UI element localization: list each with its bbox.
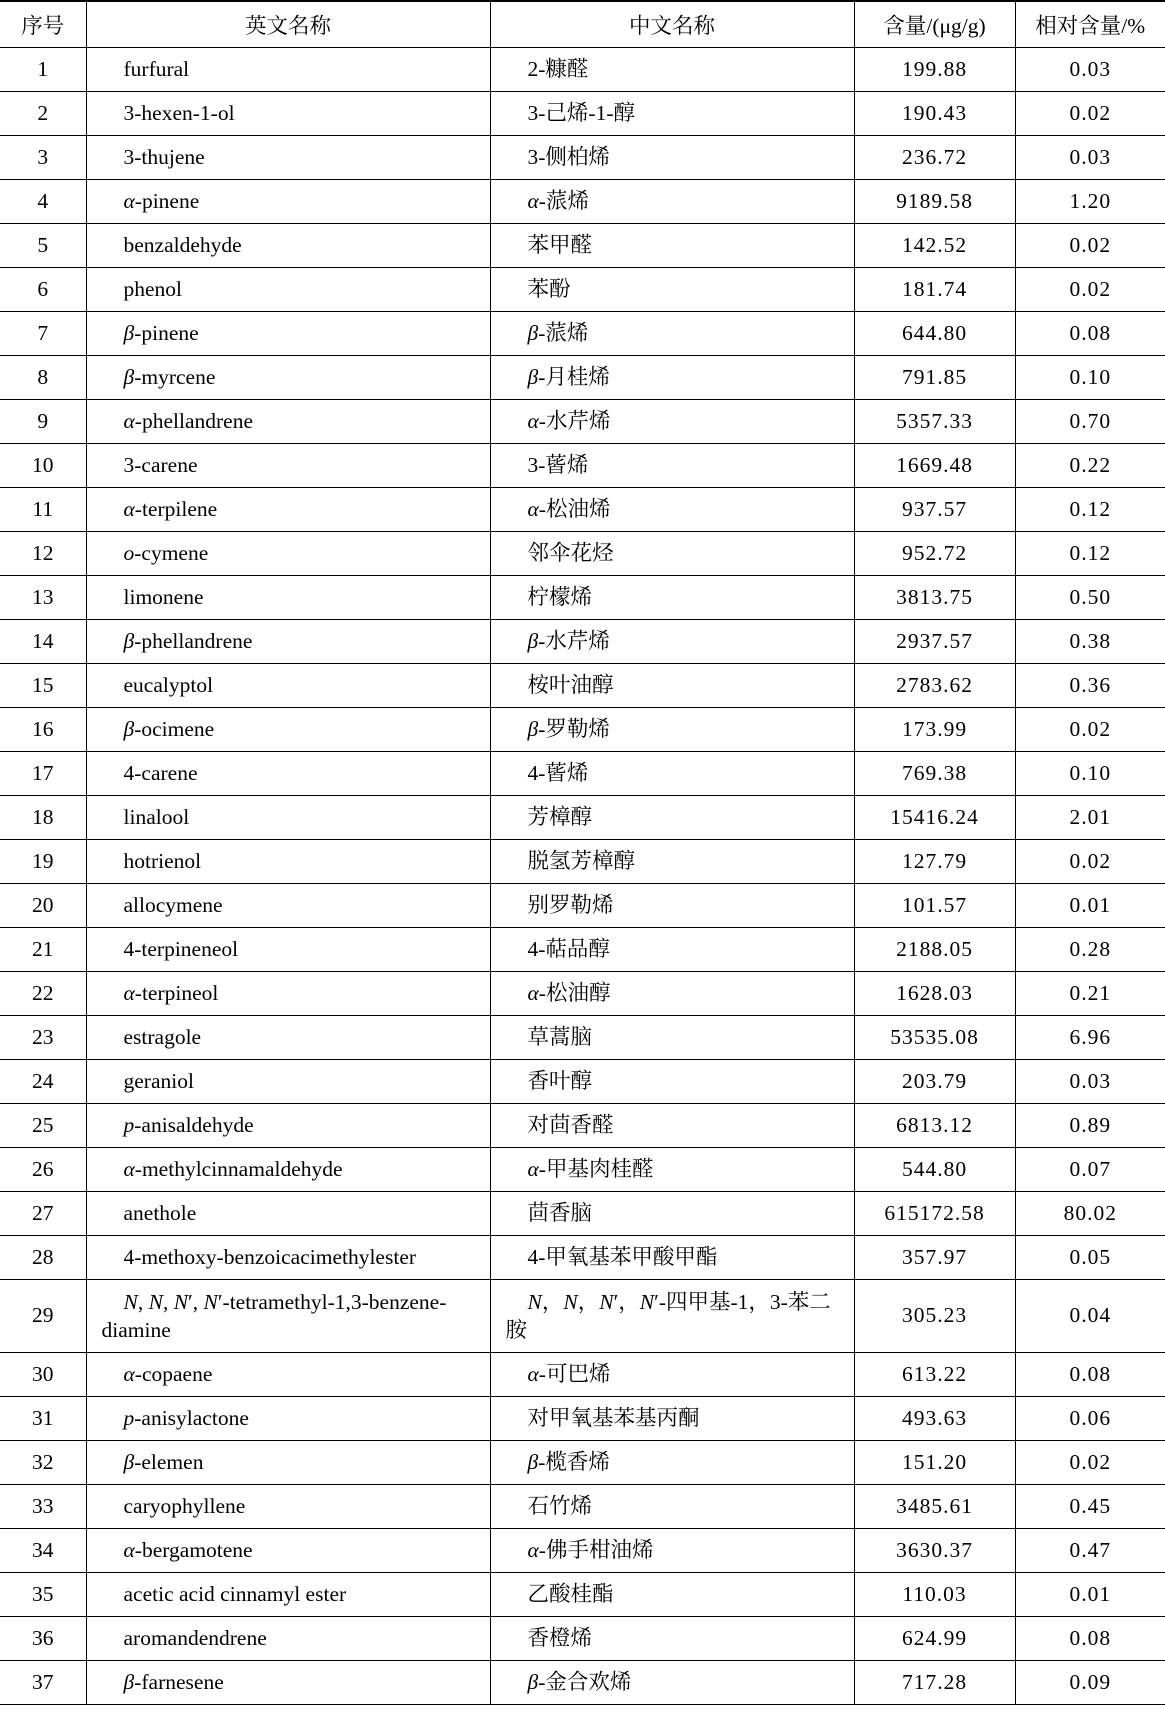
- chinese-name-cell: 香叶醇: [490, 1059, 854, 1103]
- relative-content-cell: 80.02: [1015, 1191, 1165, 1235]
- chinese-name-cell: 芳樟醇: [490, 795, 854, 839]
- content-cell: 3630.37: [854, 1528, 1015, 1572]
- english-name-cell: 3-hexen-1-ol: [86, 91, 490, 135]
- chinese-name-cell: 对茴香醛: [490, 1103, 854, 1147]
- content-cell: 53535.08: [854, 1015, 1015, 1059]
- content-cell: 5357.33: [854, 399, 1015, 443]
- relative-content-cell: 0.12: [1015, 487, 1165, 531]
- english-name-cell: α-copaene: [86, 1352, 490, 1396]
- relative-content-cell: 0.38: [1015, 619, 1165, 663]
- relative-content-cell: 0.02: [1015, 91, 1165, 135]
- table-row: [0, 531, 1165, 575]
- row-number-cell: 33: [0, 1484, 86, 1528]
- english-name-cell: hotrienol: [86, 839, 490, 883]
- chinese-name-cell: α-松油烯: [490, 487, 854, 531]
- relative-content-cell: 0.06: [1015, 1396, 1165, 1440]
- chinese-name-cell: 4-蒈烯: [490, 751, 854, 795]
- chinese-name-cell: β-金合欢烯: [490, 1660, 854, 1704]
- english-name-cell: geraniol: [86, 1059, 490, 1103]
- table-row: [0, 927, 1165, 971]
- row-number-cell: 10: [0, 443, 86, 487]
- content-cell: 127.79: [854, 839, 1015, 883]
- chinese-name-cell: α-可巴烯: [490, 1352, 854, 1396]
- table-row: [0, 443, 1165, 487]
- english-name-cell: 4-carene: [86, 751, 490, 795]
- content-cell: 181.74: [854, 267, 1015, 311]
- relative-content-cell: 0.47: [1015, 1528, 1165, 1572]
- chinese-name-cell: 2-糠醛: [490, 47, 854, 91]
- row-number-cell: 28: [0, 1235, 86, 1279]
- chinese-name-cell: α-松油醇: [490, 971, 854, 1015]
- row-number-cell: 19: [0, 839, 86, 883]
- content-cell: 151.20: [854, 1440, 1015, 1484]
- content-cell: 2188.05: [854, 927, 1015, 971]
- english-name-cell: β-elemen: [86, 1440, 490, 1484]
- table-row: [0, 47, 1165, 91]
- chinese-name-cell: β-月桂烯: [490, 355, 854, 399]
- content-cell: 615172.58: [854, 1191, 1015, 1235]
- row-number-cell: 13: [0, 575, 86, 619]
- chinese-name-cell: 脱氢芳樟醇: [490, 839, 854, 883]
- english-name-cell: p-anisylactone: [86, 1396, 490, 1440]
- content-cell: 110.03: [854, 1572, 1015, 1616]
- table-row: [0, 1616, 1165, 1660]
- table-row: [0, 1528, 1165, 1572]
- english-name-cell: β-myrcene: [86, 355, 490, 399]
- table-row: [0, 1440, 1165, 1484]
- relative-content-cell: 0.01: [1015, 1572, 1165, 1616]
- content-cell: 199.88: [854, 47, 1015, 91]
- table-row: [0, 839, 1165, 883]
- relative-content-cell: 0.22: [1015, 443, 1165, 487]
- relative-content-cell: 0.08: [1015, 311, 1165, 355]
- relative-content-cell: 0.08: [1015, 1616, 1165, 1660]
- row-number-cell: 27: [0, 1191, 86, 1235]
- content-cell: 644.80: [854, 311, 1015, 355]
- chinese-name-cell: 别罗勒烯: [490, 883, 854, 927]
- row-number-cell: 14: [0, 619, 86, 663]
- row-number-cell: 36: [0, 1616, 86, 1660]
- content-cell: 613.22: [854, 1352, 1015, 1396]
- row-number-cell: 7: [0, 311, 86, 355]
- content-cell: 493.63: [854, 1396, 1015, 1440]
- english-name-cell: anethole: [86, 1191, 490, 1235]
- row-number-cell: 3: [0, 135, 86, 179]
- table-row: [0, 619, 1165, 663]
- english-name-cell: α-pinene: [86, 179, 490, 223]
- table-row: [0, 1484, 1165, 1528]
- table-body: [0, 47, 1165, 1704]
- row-number-cell: 25: [0, 1103, 86, 1147]
- english-name-cell: 3-carene: [86, 443, 490, 487]
- content-cell: 305.23: [854, 1279, 1015, 1352]
- table-row: [0, 399, 1165, 443]
- content-cell: 9189.58: [854, 179, 1015, 223]
- row-number-cell: 21: [0, 927, 86, 971]
- content-cell: 624.99: [854, 1616, 1015, 1660]
- english-name-cell: benzaldehyde: [86, 223, 490, 267]
- row-number-cell: 34: [0, 1528, 86, 1572]
- relative-content-cell: 0.09: [1015, 1660, 1165, 1704]
- content-cell: 769.38: [854, 751, 1015, 795]
- chinese-name-cell: 4-甲氧基苯甲酸甲酯: [490, 1235, 854, 1279]
- english-name-cell: 4-terpineneol: [86, 927, 490, 971]
- row-number-cell: 24: [0, 1059, 86, 1103]
- content-cell: 717.28: [854, 1660, 1015, 1704]
- content-cell: 2783.62: [854, 663, 1015, 707]
- chinese-name-cell: α-蒎烯: [490, 179, 854, 223]
- header-no: 序号: [0, 1, 86, 47]
- relative-content-cell: 0.03: [1015, 1059, 1165, 1103]
- row-number-cell: 37: [0, 1660, 86, 1704]
- chinese-name-cell: 石竹烯: [490, 1484, 854, 1528]
- row-number-cell: 8: [0, 355, 86, 399]
- row-number-cell: 20: [0, 883, 86, 927]
- english-name-cell: aromandendrene: [86, 1616, 490, 1660]
- row-number-cell: 15: [0, 663, 86, 707]
- table-row: [0, 1660, 1165, 1704]
- content-cell: 3485.61: [854, 1484, 1015, 1528]
- content-cell: 937.57: [854, 487, 1015, 531]
- content-cell: 173.99: [854, 707, 1015, 751]
- row-number-cell: 18: [0, 795, 86, 839]
- content-cell: 236.72: [854, 135, 1015, 179]
- row-number-cell: 17: [0, 751, 86, 795]
- chinese-name-cell: 对甲氧基苯基丙酮: [490, 1396, 854, 1440]
- row-number-cell: 9: [0, 399, 86, 443]
- row-number-cell: 30: [0, 1352, 86, 1396]
- table-row: [0, 91, 1165, 135]
- english-name-cell: caryophyllene: [86, 1484, 490, 1528]
- chinese-name-cell: β-榄香烯: [490, 1440, 854, 1484]
- header-chinese-name: 中文名称: [490, 1, 854, 47]
- relative-content-cell: 0.04: [1015, 1279, 1165, 1352]
- relative-content-cell: 0.02: [1015, 1440, 1165, 1484]
- row-number-cell: 32: [0, 1440, 86, 1484]
- table-row: [0, 1103, 1165, 1147]
- english-name-cell: α-terpilene: [86, 487, 490, 531]
- chinese-name-cell: 桉叶油醇: [490, 663, 854, 707]
- content-cell: 6813.12: [854, 1103, 1015, 1147]
- content-cell: 101.57: [854, 883, 1015, 927]
- relative-content-cell: 0.36: [1015, 663, 1165, 707]
- chinese-name-cell: 3-蒈烯: [490, 443, 854, 487]
- english-name-cell: 3-thujene: [86, 135, 490, 179]
- relative-content-cell: 0.50: [1015, 575, 1165, 619]
- table-row: [0, 1396, 1165, 1440]
- table-header-row: [0, 1, 1165, 47]
- table-row: [0, 575, 1165, 619]
- content-cell: 357.97: [854, 1235, 1015, 1279]
- chinese-name-cell: 苯甲醛: [490, 223, 854, 267]
- relative-content-cell: 0.02: [1015, 707, 1165, 751]
- english-name-cell: α-terpineol: [86, 971, 490, 1015]
- relative-content-cell: 0.70: [1015, 399, 1165, 443]
- row-number-cell: 4: [0, 179, 86, 223]
- table-row: [0, 223, 1165, 267]
- table-row: [0, 1279, 1165, 1352]
- table-row: [0, 179, 1165, 223]
- english-name-cell: β-pinene: [86, 311, 490, 355]
- row-number-cell: 31: [0, 1396, 86, 1440]
- english-name-cell: 4-methoxy-benzoicacimethylester: [86, 1235, 490, 1279]
- relative-content-cell: 0.12: [1015, 531, 1165, 575]
- row-number-cell: 2: [0, 91, 86, 135]
- header-content: 含量/(μg/g): [854, 1, 1015, 47]
- table-row: [0, 1235, 1165, 1279]
- relative-content-cell: 0.02: [1015, 267, 1165, 311]
- content-cell: 544.80: [854, 1147, 1015, 1191]
- row-number-cell: 23: [0, 1015, 86, 1059]
- table-row: [0, 1352, 1165, 1396]
- relative-content-cell: 0.05: [1015, 1235, 1165, 1279]
- relative-content-cell: 0.08: [1015, 1352, 1165, 1396]
- table-row: [0, 1572, 1165, 1616]
- chinese-name-cell: β-水芹烯: [490, 619, 854, 663]
- english-name-cell: phenol: [86, 267, 490, 311]
- english-name-cell: β-phellandrene: [86, 619, 490, 663]
- relative-content-cell: 0.21: [1015, 971, 1165, 1015]
- content-cell: 1628.03: [854, 971, 1015, 1015]
- content-cell: 952.72: [854, 531, 1015, 575]
- content-cell: 2937.57: [854, 619, 1015, 663]
- table-row: [0, 1059, 1165, 1103]
- relative-content-cell: 0.89: [1015, 1103, 1165, 1147]
- content-cell: 203.79: [854, 1059, 1015, 1103]
- chinese-name-cell: 苯酚: [490, 267, 854, 311]
- chinese-name-cell: α-水芹烯: [490, 399, 854, 443]
- english-name-cell: β-farnesene: [86, 1660, 490, 1704]
- relative-content-cell: 0.28: [1015, 927, 1165, 971]
- table-row: [0, 751, 1165, 795]
- row-number-cell: 29: [0, 1279, 86, 1352]
- english-name-cell: p-anisaldehyde: [86, 1103, 490, 1147]
- content-cell: 15416.24: [854, 795, 1015, 839]
- chinese-name-cell: β-蒎烯: [490, 311, 854, 355]
- content-cell: 3813.75: [854, 575, 1015, 619]
- table-row: [0, 663, 1165, 707]
- row-number-cell: 5: [0, 223, 86, 267]
- header-relative-content: 相对含量/%: [1015, 1, 1165, 47]
- row-number-cell: 22: [0, 971, 86, 1015]
- english-name-cell: β-ocimene: [86, 707, 490, 751]
- content-cell: 190.43: [854, 91, 1015, 135]
- table-row: [0, 355, 1165, 399]
- english-name-cell: furfural: [86, 47, 490, 91]
- relative-content-cell: 2.01: [1015, 795, 1165, 839]
- table-row: [0, 971, 1165, 1015]
- table-row: [0, 1015, 1165, 1059]
- relative-content-cell: 0.10: [1015, 355, 1165, 399]
- content-cell: 142.52: [854, 223, 1015, 267]
- row-number-cell: 16: [0, 707, 86, 751]
- row-number-cell: 1: [0, 47, 86, 91]
- english-name-cell: linalool: [86, 795, 490, 839]
- row-number-cell: 12: [0, 531, 86, 575]
- english-name-cell: o-cymene: [86, 531, 490, 575]
- chinese-name-cell: β-罗勒烯: [490, 707, 854, 751]
- english-name-cell: estragole: [86, 1015, 490, 1059]
- chinese-name-cell: 香橙烯: [490, 1616, 854, 1660]
- chinese-name-cell: N，N，N′，N′-四甲基-1，3-苯二胺: [490, 1279, 854, 1352]
- chinese-name-cell: 邻伞花烃: [490, 531, 854, 575]
- table-row: [0, 795, 1165, 839]
- table-row: [0, 311, 1165, 355]
- table-row: [0, 1147, 1165, 1191]
- relative-content-cell: 0.02: [1015, 839, 1165, 883]
- table-row: [0, 135, 1165, 179]
- english-name-cell: eucalyptol: [86, 663, 490, 707]
- row-number-cell: 35: [0, 1572, 86, 1616]
- content-cell: 1669.48: [854, 443, 1015, 487]
- relative-content-cell: 0.03: [1015, 47, 1165, 91]
- chinese-name-cell: α-佛手柑油烯: [490, 1528, 854, 1572]
- relative-content-cell: 6.96: [1015, 1015, 1165, 1059]
- english-name-cell: allocymene: [86, 883, 490, 927]
- row-number-cell: 6: [0, 267, 86, 311]
- chinese-name-cell: 3-己烯-1-醇: [490, 91, 854, 135]
- relative-content-cell: 0.02: [1015, 223, 1165, 267]
- table-row: [0, 883, 1165, 927]
- chinese-name-cell: 3-侧柏烯: [490, 135, 854, 179]
- table-row: [0, 707, 1165, 751]
- table-row: [0, 1191, 1165, 1235]
- table-row: [0, 267, 1165, 311]
- relative-content-cell: 1.20: [1015, 179, 1165, 223]
- relative-content-cell: 0.45: [1015, 1484, 1165, 1528]
- chinese-name-cell: 柠檬烯: [490, 575, 854, 619]
- chinese-name-cell: 草蒿脑: [490, 1015, 854, 1059]
- english-name-cell: N, N, N′, N′-tetramethyl-1,3-benzene-diamine: [86, 1279, 490, 1352]
- row-number-cell: 26: [0, 1147, 86, 1191]
- row-number-cell: 11: [0, 487, 86, 531]
- chinese-name-cell: 乙酸桂酯: [490, 1572, 854, 1616]
- relative-content-cell: 0.10: [1015, 751, 1165, 795]
- relative-content-cell: 0.03: [1015, 135, 1165, 179]
- english-name-cell: α-methylcinnamaldehyde: [86, 1147, 490, 1191]
- relative-content-cell: 0.01: [1015, 883, 1165, 927]
- english-name-cell: limonene: [86, 575, 490, 619]
- chinese-name-cell: 4-萜品醇: [490, 927, 854, 971]
- chinese-name-cell: α-甲基肉桂醛: [490, 1147, 854, 1191]
- table-row: [0, 487, 1165, 531]
- chinese-name-cell: 茴香脑: [490, 1191, 854, 1235]
- content-cell: 791.85: [854, 355, 1015, 399]
- english-name-cell: α-bergamotene: [86, 1528, 490, 1572]
- relative-content-cell: 0.07: [1015, 1147, 1165, 1191]
- english-name-cell: acetic acid cinnamyl ester: [86, 1572, 490, 1616]
- header-english-name: 英文名称: [86, 1, 490, 47]
- english-name-cell: α-phellandrene: [86, 399, 490, 443]
